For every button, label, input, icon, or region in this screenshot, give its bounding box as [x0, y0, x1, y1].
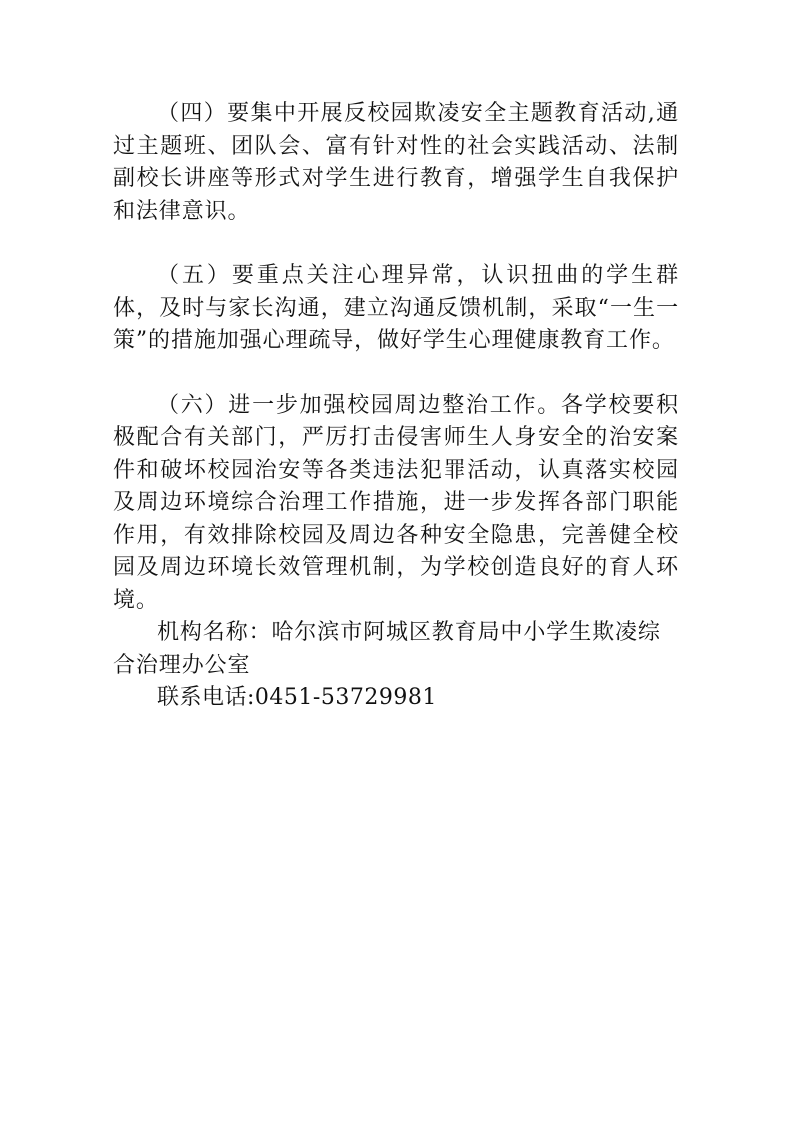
- organization-name: 机构名称：哈尔滨市阿城区教育局中小学生欺凌综合治理办公室: [113, 620, 661, 678]
- document-body: [113, 98, 679, 715]
- paragraph-six: （六）进一步加强校园周边整治工作。各学校要积极配合有关部门，严厉打击侵害师生人身安全的治安案件和破坏校园治安等各类违法犯罪活动，认真落实校园及周边环境综合治理工作措施，进一步发挥各部门职能作用，有效排除校园及周边各种安全隐患，完善健全校园及周边环境长效管理机制，为学校创造良好的育人环境。: [113, 392, 679, 613]
- contact-phone: 联系电话:0451-53729981: [157, 685, 437, 710]
- paragraph-five: （五）要重点关注心理异常，认识扭曲的学生群体，及时与家长沟通，建立沟通反馈机制，采取“一生一策”的措施加强心理疏导，做好学生心理健康教育工作。: [113, 263, 679, 353]
- paragraph-four: （四）要集中开展反校园欺凌安全主题教育活动,通过主题班、团队会、富有针对性的社会实践活动、法制副校长讲座等形式对学生进行教育，增强学生自我保护和法律意识。: [113, 101, 679, 224]
